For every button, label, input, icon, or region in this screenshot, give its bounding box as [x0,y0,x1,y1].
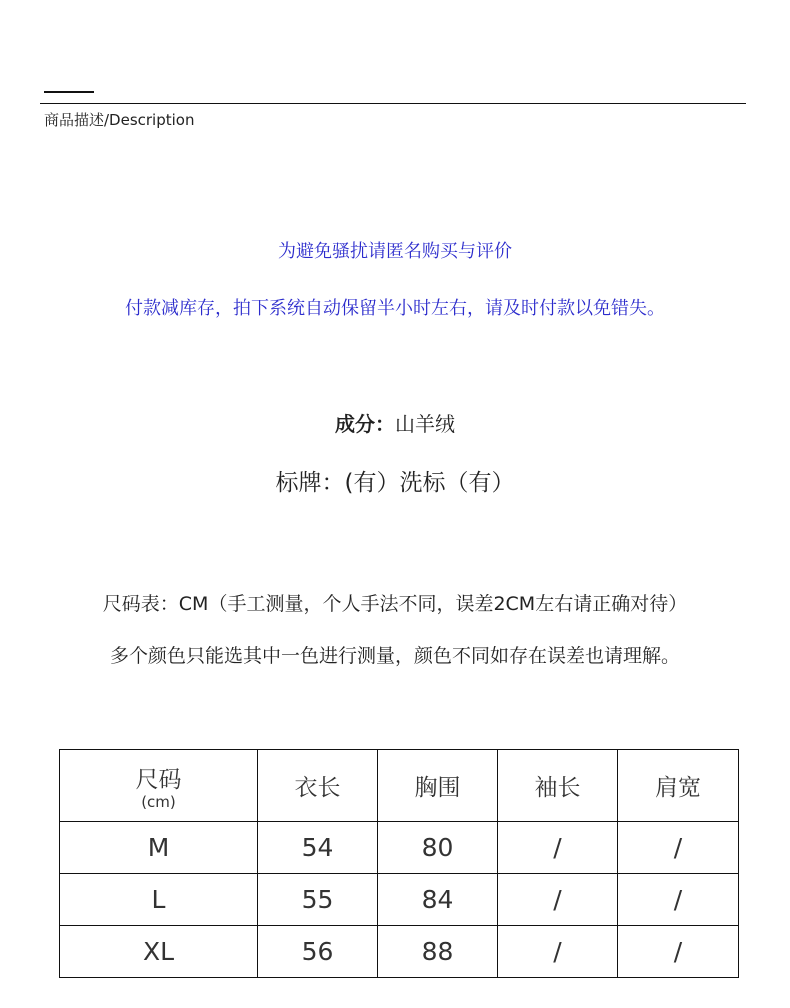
header-unit: (cm) [141,793,176,811]
header-sleeve: 袖长 [498,750,618,822]
cell: 80 [378,822,498,874]
size-note: 尺码表：CM（手工测量，个人手法不同，误差2CM左右请正确对待） [102,593,688,615]
cell: 55 [258,874,378,926]
composition [0,408,790,437]
cell: / [498,926,618,978]
notice-payment: 付款减库存，拍下系统自动保留半小时左右，请及时付款以免错失。 [125,298,665,319]
cell: M [60,822,258,874]
color-note: 多个颜色只能选其中一色进行测量，颜色不同如存在误差也请理解。 [109,645,680,667]
table-row [60,874,739,926]
cell: / [618,926,739,978]
header-divider [40,103,746,104]
header-length: 衣长 [258,750,378,822]
header-chest: 胸围 [378,750,498,822]
header-accent-line [44,91,94,93]
cell: 54 [258,822,378,874]
cell: / [618,822,739,874]
cell: / [498,822,618,874]
header-shoulder: 肩宽 [618,750,739,822]
header-size [60,750,258,822]
cell: / [498,874,618,926]
table-header-row [60,750,739,822]
cell: 88 [378,926,498,978]
cell: L [60,874,258,926]
table-row [60,926,739,978]
section-title: 商品描述/Description [44,111,195,129]
cell: / [618,874,739,926]
composition-label: 成分： [335,412,395,436]
cell: XL [60,926,258,978]
tags-info: 标牌：(有）洗标（有） [275,470,515,496]
header-size-label: 尺码 [135,767,182,793]
cell: 56 [258,926,378,978]
cell: 84 [378,874,498,926]
size-table [59,749,739,978]
table-row [60,822,739,874]
notice-anonymous: 为避免骚扰请匿名购买与评价 [278,241,512,262]
composition-value: 山羊绒 [395,412,455,436]
